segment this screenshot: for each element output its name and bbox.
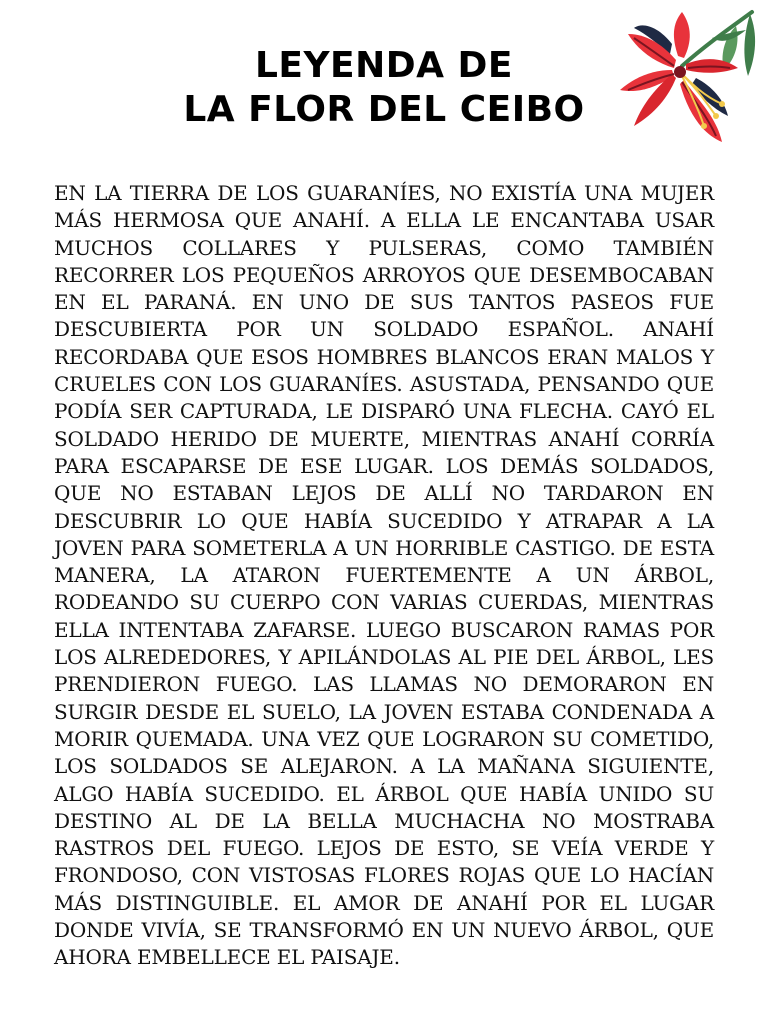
legend-body-text: EN LA TIERRA DE LOS GUARANÍES, NO EXISTÍA UNA MUJER MÁS HERMOSA QUE ANAHÍ. A ELLA LE ENCANTABA USAR MUCHOS COLLARES Y PULSERAS, COMO TAMBIÉN RECORRER LOS PEQUEÑOS ARROYOS QUE DESEMBOCABAN EN EL PARANÁ. EN UNO DE SUS TANTOS PASEOS FUE DESCUBIERTA POR UN SOLDADO ESPAÑOL. ANAHÍ RECORDABA QUE ESOS HOMBRES BLANCOS ERAN MALOS Y CRUELES CON LOS GUARANÍES. ASUSTADA, PENSANDO QUE PODÍA SER CAPTURADA, LE DISPARÓ UNA FLECHA. CAYÓ EL SOLDADO HERIDO DE MUERTE, MIENTRAS ANAHÍ CORRÍA PARA ESCAPARSE DE ESE LUGAR. LOS DEMÁS SOLDADOS, QUE NO ESTABAN LEJOS DE ALLÍ NO TARDARON EN DESCUBRIR LO QUE HABÍA SUCEDIDO Y ATRAPAR A LA JOVEN PARA SOMETERLA A UN HORRIBLE CASTIGO. DE ESTA MANERA, LA ATARON FUERTEMENTE A UN ÁRBOL, RODEANDO SU CUERPO CON VARIAS CUERDAS, MIENTRAS ELLA INTENTABA ZAFARSE. LUEGO BUSCARON RAMAS POR LOS ALREDEDORES, Y APILÁNDOLAS AL PIE DEL ÁRBOL, LES PRENDIERON FUEGO. LAS LLAMAS NO DEMORARON EN SURGIR DESDE EL SUELO, LA JOVEN ESTABA CONDENADA A MORIR QUEMADA. UNA VEZ QUE LOGRARON SU COMETIDO, LOS SOLDADOS SE ALEJARON. A LA MAÑANA SIGUIENTE, ALGO HABÍA SUCEDIDO. EL ÁRBOL QUE HABÍA UNIDO SU DESTINO AL DE LA BELLA MUCHACHA NO MOSTRABA RASTROS DEL FUEGO. LEJOS DE ESTO, SE VEÍA VERDE Y FRONDOSO, CON VISTOSAS FLORES ROJAS QUE LO HACÍAN MÁS DISTINGUIBLE. EL AMOR DE ANAHÍ POR EL LUGAR DONDE VIVÍA, SE TRANSFORMÓ EN UN NUEVO ÁRBOL, QUE AHORA EMBELLECE EL PAISAJE. (54, 181, 714, 970)
title-line-2: LA FLOR DEL CEIBO (183, 89, 585, 130)
page-title (80, 44, 688, 132)
title-line-1: LEYENDA DE (254, 45, 514, 86)
ceibo-flower-icon (612, 4, 760, 154)
